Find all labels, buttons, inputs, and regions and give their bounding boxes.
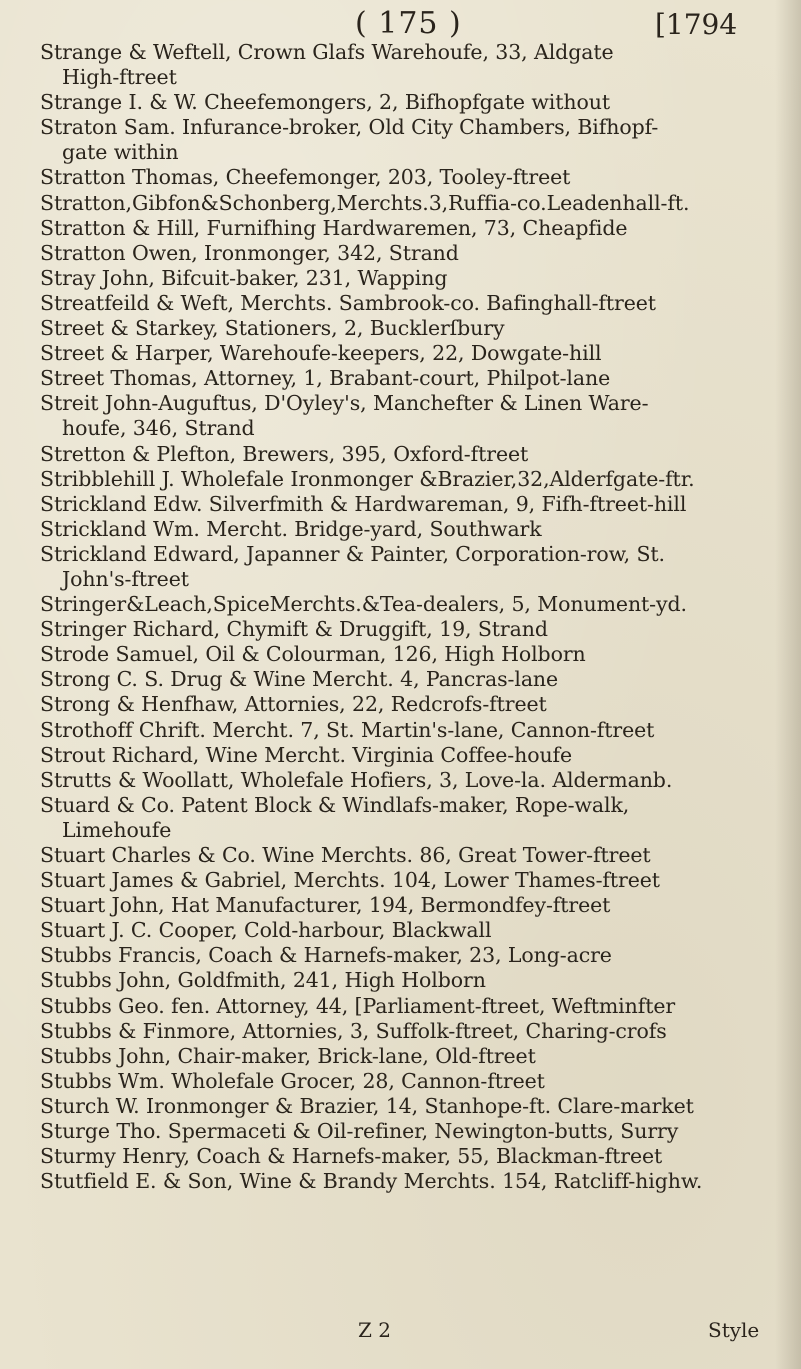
- directory-entry-line: Stringer Richard, Chymift & Druggift, 19, Strand: [40, 617, 548, 642]
- directory-entry-line: Strutts & Woollatt, Wholefale Hofiers, 3, Love-la. Aldermanb.: [40, 767, 673, 792]
- entry-continuation-line: John's-ftreet: [62, 566, 189, 591]
- directory-entry-line: Stutfield E. & Son, Wine & Brandy Merchts. 154, Ratcliff-highw.: [40, 1169, 703, 1194]
- directory-entry-line: Streit John-Auguftus, D'Oyley's, Manchefter & Linen Ware-: [40, 391, 649, 416]
- directory-entry-line: Stretton & Plefton, Brewers, 395, Oxford-ftreet: [40, 441, 529, 466]
- directory-entry-line: Straton Sam. Infurance-broker, Old City Chambers, Bifhopf-: [40, 115, 659, 140]
- directory-entry-line: Stuart Charles & Co. Wine Merchts. 86, Great Tower-ftreet: [40, 843, 651, 867]
- directory-entry-line: Strange I. & W. Cheefemongers, 2, Bifhopfgate without: [40, 90, 610, 115]
- directory-entry-line: Stuart J. C. Cooper, Cold-harbour, Blackwall: [40, 918, 492, 943]
- directory-entry-line: Stratton,Gibfon&Schonberg,Merchts.3,Ruffia-co.Leadenhall-ft.: [40, 190, 690, 215]
- directory-entry-line: Stratton Owen, Ironmonger, 342, Strand: [40, 240, 459, 265]
- directory-entry-line: Stuard & Co. Patent Block & Windlafs-maker, Rope-walk,: [40, 792, 630, 817]
- directory-entry-line: Stratton & Hill, Furnifhing Hardwaremen, 73, Cheapfide: [40, 215, 628, 240]
- directory-entries: [40, 40, 780, 1194]
- directory-entry-line: Strickland Edw. Silverfmith & Hardwareman, 9, Fifh-ftreet-hill: [40, 491, 687, 516]
- signature-mark: Z 2: [358, 1318, 391, 1342]
- page-year: [1794: [655, 8, 738, 41]
- directory-entry-line: Stubbs Geo. fen. Attorney, 44, [Parliament-ftreet, Weftminfter: [40, 993, 676, 1018]
- directory-entry-line: Stubbs Francis, Coach & Harnefs-maker, 23, Long-acre: [40, 943, 612, 968]
- page-number: ( 175 ): [355, 6, 462, 41]
- directory-entry-line: Stray John, Bifcuit-baker, 231, Wapping: [40, 265, 448, 290]
- page-footer: [0, 1318, 801, 1348]
- directory-entry-line: Sturge Tho. Spermaceti & Oil-refiner, Newington-butts, Surry: [40, 1119, 679, 1144]
- directory-entry-line: Sturmy Henry, Coach & Harnefs-maker, 55, Blackman-ftreet: [40, 1144, 663, 1169]
- directory-entry-line: Stribblehill J. Wholefale Ironmonger &Brazier,32,Alderfgate-ftr.: [40, 466, 695, 491]
- entry-continuation-line: houfe, 346, Strand: [62, 416, 255, 441]
- directory-entry-line: Stuart James & Gabriel, Merchts. 104, Lower Thames-ftreet: [40, 868, 660, 893]
- directory-entry-line: Strothoff Chrift. Mercht. 7, St. Martin's-lane, Cannon-ftreet: [40, 717, 655, 742]
- directory-entry-line: Stubbs John, Goldfmith, 241, High Holborn: [40, 968, 486, 993]
- directory-entry-line: Strong C. S. Drug & Wine Mercht. 4, Pancras-lane: [40, 667, 559, 692]
- directory-entry-line: Strout Richard, Wine Mercht. Virginia Coffee-houfe: [40, 742, 573, 767]
- catchword: Style: [708, 1318, 760, 1342]
- directory-entry-line: Strong & Henfhaw, Attornies, 22, Redcrofs-ftreet: [40, 692, 547, 717]
- directory-entry-line: Stringer&Leach,SpiceMerchts.&Tea-dealers, 5, Monument-yd.: [40, 592, 687, 617]
- directory-entry-line: Stratton Thomas, Cheefemonger, 203, Tooley-ftreet: [40, 165, 571, 190]
- directory-entry-line: Street Thomas, Attorney, 1, Brabant-court, Philpot-lane: [40, 366, 611, 391]
- directory-entry-line: Stuart John, Hat Manufacturer, 194, Bermondfey-ftreet: [40, 893, 611, 918]
- directory-entry-line: Stubbs & Finmore, Attornies, 3, Suffolk-ftreet, Charing-crofs: [40, 1018, 667, 1043]
- directory-entry-line: Streatfeild & Weft, Merchts. Sambrook-co. Bafinghall-ftreet: [40, 290, 656, 315]
- directory-entry-line: Strickland Wm. Mercht. Bridge-yard, Southwark: [40, 516, 542, 541]
- directory-entry-line: Strickland Edward, Japanner & Painter, Corporation-row, St.: [40, 541, 665, 566]
- directory-entry-line: Stubbs Wm. Wholefale Grocer, 28, Cannon-ftreet: [40, 1068, 545, 1093]
- directory-entry-line: Strange & Weftell, Crown Glafs Warehoufe, 33, Aldgate: [40, 40, 614, 64]
- directory-entry-line: Street & Starkey, Stationers, 2, Bucklerſbury: [40, 316, 505, 341]
- directory-entry-line: Stubbs John, Chair-maker, Brick-lane, Old-ftreet: [40, 1043, 536, 1068]
- directory-entry-line: Street & Harper, Warehoufe-keepers, 22, Dowgate-hill: [40, 341, 602, 366]
- entry-continuation-line: High-ftreet: [62, 65, 177, 90]
- entry-continuation-line: Limehoufe: [62, 817, 172, 842]
- directory-entry-line: Sturch W. Ironmonger & Brazier, 14, Stanhope-ft. Clare-market: [40, 1093, 694, 1118]
- directory-entry-line: Strode Samuel, Oil & Colourman, 126, High Holborn: [40, 642, 586, 667]
- entry-continuation-line: gate within: [62, 140, 179, 165]
